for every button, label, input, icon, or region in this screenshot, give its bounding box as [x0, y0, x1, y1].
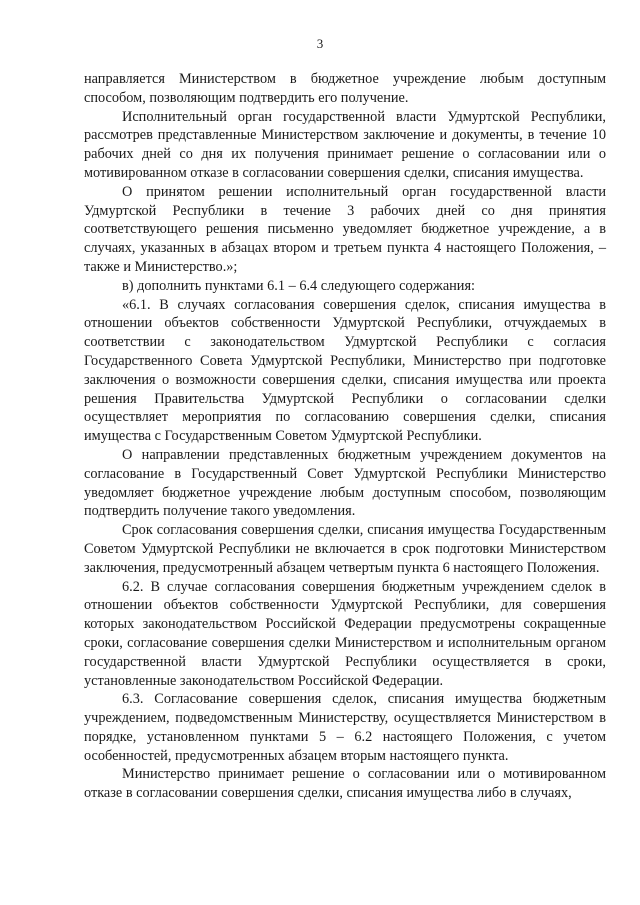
paragraph: Министерство принимает решение о согласовании или о мотивированном отказе в согласовании совершения сделки, списания имущества либо в случаях,: [84, 766, 606, 802]
paragraph-clause-6-1: «6.1. В случаях согласования совершения сделок, списания имущества в отношении объектов собственности Удмуртской Республики, отчуждаемых в соответствии с законодательством Удмуртской Республики с согласия Государственного Совета Удмуртской Республики, Министерство при подготовке заключения о возможности совершения сделки, списания имущества или проекта решения Правительства Удмуртской Республики о согласовании сделки осуществляет мероприятия по согласованию совершения сделки, списания имущества с Государственным Советом Удмуртской Республики.: [84, 296, 606, 445]
document-body: [84, 70, 606, 803]
paragraph-clause-6-3: 6.3. Согласование совершения сделок, списания имущества бюджетным учреждением, подведомственным Министерству, осуществляется Министерством в порядке, установленном пунктами 5 – 6.2 настоящего Положения, с учетом особенностей, предусмотренных абзацем вторым настоящего пункта.: [84, 691, 606, 764]
paragraph-continuation: направляется Министерством в бюджетное учреждение любым доступным способом, позволяющим подтвердить его получение.: [84, 71, 606, 106]
page-number: 3: [316, 36, 324, 51]
paragraph: Исполнительный орган государственной власти Удмуртской Республики, рассмотрев представленные Министерством заключение и документы, в течение 10 рабочих дней со дня их получения принимает решение о согласовании или о мотивированном отказе в согласовании совершения сделки, списания имущества.: [84, 108, 606, 181]
paragraph-item-v: в) дополнить пунктами 6.1 – 6.4 следующего содержания:: [122, 277, 476, 294]
paragraph: О принятом решении исполнительный орган государственной власти Удмуртской Республики в течение 3 рабочих дней со дня принятия соответствующего решения письменно уведомляет бюджетное учреждение, а в случаях, указанных в абзацах втором и третьем пункта 4 настоящего Положения, – также и Министерство.»;: [84, 183, 606, 275]
paragraph: Срок согласования совершения сделки, списания имущества Государственным Советом Удмуртской Республики не включается в срок подготовки Министерством заключения, предусмотренный абзацем четвертым пункта 6 настоящего Положения.: [84, 522, 606, 576]
paragraph-clause-6-2: 6.2. В случае согласования совершения бюджетным учреждением сделок в отношении объектов собственности Удмуртской Республики, для совершения которых законодательством Российской Федерации предусмотрены сокращенные сроки, согласование совершения сделки Министерством и исполнительным органом государственной власти Удмуртской Республики осуществляется в сроки, установленные законодательством Российской Федерации.: [84, 578, 606, 689]
paragraph: О направлении представленных бюджетным учреждением документов на согласование в Государственный Совет Удмуртской Республики Министерство уведомляет бюджетное учреждение любым доступным способом, позволяющим подтвердить получение такого уведомления.: [84, 446, 606, 520]
